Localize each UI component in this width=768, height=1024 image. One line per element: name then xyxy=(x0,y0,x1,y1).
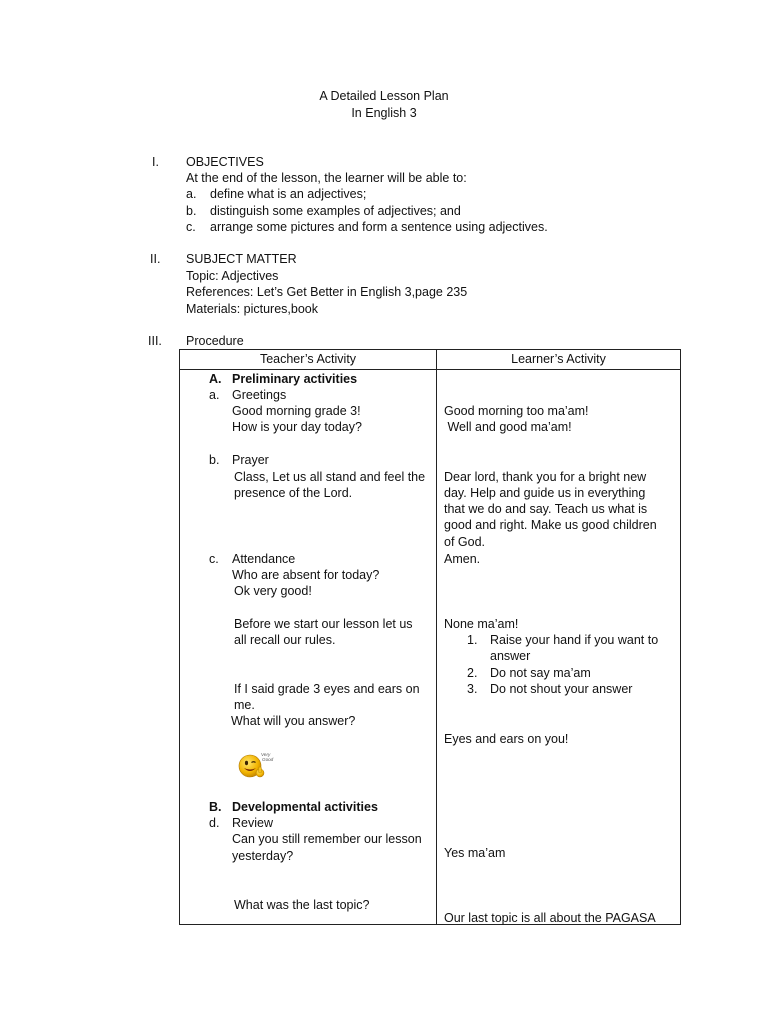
greetings-heading: Greetings xyxy=(232,388,287,402)
learner-yes: Yes ma’am xyxy=(444,846,506,860)
learner-none: None ma’am! xyxy=(444,617,519,631)
objective-letter-a: a. xyxy=(186,187,197,201)
developmental-activities-heading: Developmental activities xyxy=(232,800,378,814)
teacher-last-topic: What was the last topic? xyxy=(234,898,370,912)
teacher-eyes-1: If I said grade 3 eyes and ears on xyxy=(234,682,420,696)
objective-item-a: define what is an adjectives; xyxy=(210,187,367,201)
learner-greeting-1: Good morning too ma’am! xyxy=(444,404,589,418)
teacher-rules-1: Before we start our lesson let us xyxy=(234,617,413,631)
teacher-label-d: d. xyxy=(209,816,220,830)
teacher-attendance-1: Who are absent for today? xyxy=(232,568,380,582)
teacher-eyes-3: What will you answer? xyxy=(231,714,356,728)
subject-references: References: Let’s Get Better in English 3,page 235 xyxy=(186,285,468,299)
preliminary-activities-heading: Preliminary activities xyxy=(232,372,358,386)
teacher-label-b: b. xyxy=(209,453,220,467)
learner-prayer-4: good and right. Make us good children xyxy=(444,518,657,532)
table-header-divider xyxy=(180,369,680,370)
learner-prayer-5: of God. xyxy=(444,535,485,549)
learner-greeting-2: Well and good ma’am! xyxy=(444,420,572,434)
column-header-learner: Learner’s Activity xyxy=(511,352,606,366)
rule-item-3: Do not shout your answer xyxy=(490,682,633,696)
document-subtitle: In English 3 xyxy=(351,106,417,120)
teacher-label-c: c. xyxy=(209,552,219,566)
teacher-label-A: A. xyxy=(209,372,222,386)
rule-item-1: Raise your hand if you want to xyxy=(490,633,659,647)
learner-prayer-1: Dear lord, thank you for a bright new xyxy=(444,470,647,484)
table-column-divider xyxy=(436,350,437,924)
document-title: A Detailed Lesson Plan xyxy=(319,89,449,103)
teacher-attendance-2: Ok very good! xyxy=(234,584,312,598)
learner-amen: Amen. xyxy=(444,552,481,566)
rule-item-2: Do not say ma’am xyxy=(490,666,591,680)
teacher-label-a: a. xyxy=(209,388,220,402)
section-numeral-subject: II. xyxy=(150,252,161,266)
teacher-review-2: yesterday? xyxy=(232,849,294,863)
svg-text:Very: Very xyxy=(261,752,271,757)
rule-number-2: 2. xyxy=(467,666,478,680)
prayer-heading: Prayer xyxy=(232,453,269,467)
teacher-prayer-1: Class, Let us all stand and feel the xyxy=(234,470,426,484)
objective-item-c: arrange some pictures and form a sentence using adjectives. xyxy=(210,220,548,234)
teacher-prayer-2: presence of the Lord. xyxy=(234,486,353,500)
column-header-teacher: Teacher’s Activity xyxy=(259,352,357,366)
attendance-heading: Attendance xyxy=(232,552,296,566)
section-numeral-procedure: III. xyxy=(148,334,162,348)
teacher-review-1: Can you still remember our lesson xyxy=(232,832,422,846)
objectives-intro: At the end of the lesson, the learner will be able to: xyxy=(186,171,467,185)
learner-eyes: Eyes and ears on you! xyxy=(444,732,569,746)
rule-number-1: 1. xyxy=(467,633,478,647)
svg-text:Good: Good xyxy=(262,757,274,762)
teacher-label-B: B. xyxy=(209,800,222,814)
rule-number-3: 3. xyxy=(467,682,478,696)
learner-prayer-2: day. Help and guide us in everything xyxy=(444,486,646,500)
objectives-heading: OBJECTIVES xyxy=(186,155,264,169)
subject-topic: Topic: Adjectives xyxy=(186,269,279,283)
teacher-rules-2: all recall our rules. xyxy=(234,633,336,647)
teacher-eyes-2: me. xyxy=(234,698,255,712)
review-heading: Review xyxy=(232,816,273,830)
procedure-heading: Procedure xyxy=(186,334,244,348)
learner-last-topic: Our last topic is all about the PAGASA xyxy=(444,911,656,925)
objective-letter-c: c. xyxy=(186,220,196,234)
objective-item-b: distinguish some examples of adjectives; and xyxy=(210,204,461,218)
subject-matter-heading: SUBJECT MATTER xyxy=(186,252,297,266)
very-good-smiley-icon xyxy=(237,748,277,788)
subject-materials: Materials: pictures,book xyxy=(186,302,319,316)
teacher-greeting-1: Good morning grade 3! xyxy=(232,404,361,418)
learner-prayer-3: that we do and say. Teach us what is xyxy=(444,502,648,516)
teacher-greeting-2: How is your day today? xyxy=(232,420,362,434)
section-numeral-objectives: I. xyxy=(152,155,159,169)
rule-item-1-cont: answer xyxy=(490,649,531,663)
objective-letter-b: b. xyxy=(186,204,197,218)
